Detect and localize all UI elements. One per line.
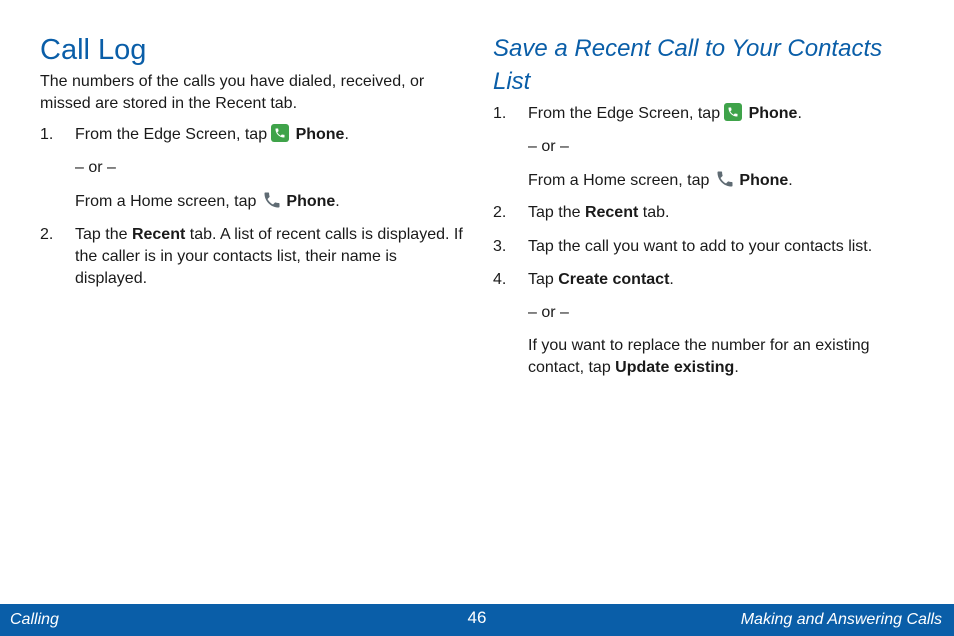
gray-phone-icon: [715, 169, 735, 189]
or-separator: – or –: [528, 138, 569, 155]
step-2: Tap the Recent tab.: [528, 204, 670, 221]
alt-step-1: From a Home screen, tap Phone.: [75, 190, 340, 213]
step-number: 2.: [493, 204, 507, 221]
step-4: Tap Create contact.: [528, 271, 674, 288]
step-2: Tap the Recent tab. A list of recent calls is displayed. If the caller is in your contacts list, their name is displayed.: [75, 226, 463, 287]
page-number: 46: [467, 608, 487, 627]
intro-paragraph: The numbers of the calls you have dialed, received, or missed are stored in the Recent tab.: [40, 73, 425, 112]
step-number: 2.: [40, 226, 54, 243]
section-title: Save a Recent Call to Your Contacts List: [493, 35, 883, 95]
step-1: From the Edge Screen, tap Phone.: [528, 105, 802, 122]
alt-step-4: If you want to replace the number for an existing contact, tap Update existing.: [528, 337, 870, 376]
gray-phone-icon: [262, 190, 282, 210]
step-number: 4.: [493, 271, 507, 288]
step-number: 3.: [493, 238, 507, 255]
page-footer: [0, 604, 954, 636]
or-separator: – or –: [528, 304, 569, 321]
step-number: 1.: [493, 105, 507, 122]
footer-section: Calling: [10, 611, 59, 628]
green-phone-icon: [724, 103, 742, 121]
step-1: From the Edge Screen, tap Phone.: [75, 126, 349, 143]
alt-step-1: From a Home screen, tap Phone.: [528, 169, 793, 192]
page-title: Call Log: [40, 34, 147, 66]
step-3: Tap the call you want to add to your contacts list.: [528, 238, 873, 255]
footer-chapter: Making and Answering Calls: [740, 611, 942, 628]
green-phone-icon: [271, 124, 289, 142]
step-number: 1.: [40, 126, 54, 143]
or-separator: – or –: [75, 159, 116, 176]
